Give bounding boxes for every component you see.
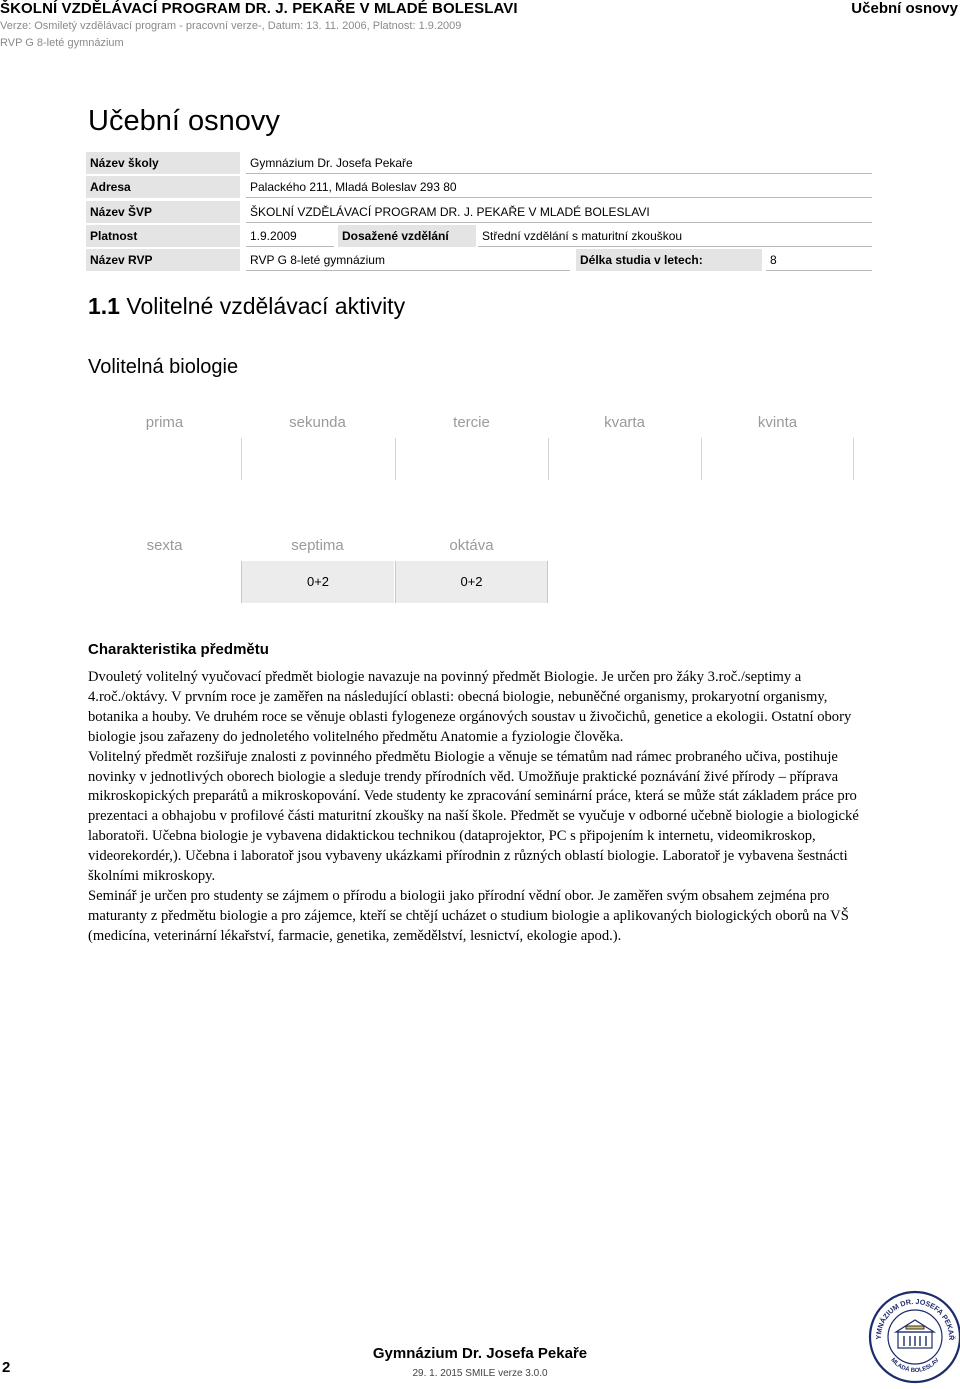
section-title: Volitelné vzdělávací aktivity — [126, 293, 406, 319]
svg-text:MLADÁ BOLESLAV: MLADÁ BOLESLAV — [889, 1357, 941, 1375]
grade-header-tercie: tercie — [453, 414, 490, 431]
paragraph: Seminář je určen pro studenty se zájmem o přírodu a biologii jako přírodní vědní obor. Je zaměřen svým obsahem zejména pro maturanty z předmětu biologie a pro zájemce, kteří se chtějí ucházet o studium biologie a aplikovaných biologických oborů na VŠ (medicína, veterinární lékařství, farmacie, genetika, zemědělství, lesnictví, ekologie apod.). — [88, 887, 849, 944]
info-value: 1.9.2009 — [246, 225, 334, 247]
header-version-line: Verze: Osmiletý vzdělávací program - pracovní verze-, Datum: 13. 11. 2006, Platnost: 1.9.2009 — [0, 20, 462, 32]
info-label: Název ŠVP — [86, 201, 240, 223]
school-stamp-logo — [868, 1290, 960, 1384]
grade-cell — [241, 438, 394, 480]
grade-cell — [88, 561, 241, 603]
grade-cell — [88, 438, 241, 480]
grade-header-prima: prima — [145, 414, 184, 431]
info-value: RVP G 8-leté gymnázium — [246, 249, 570, 271]
grade-header-sexta: sexta — [146, 537, 183, 554]
svg-text:GYMNÁZIUM DR. JOSEFA PEKAŘE: YMNÁZIUM DR. JOSEFA PEKAŘ — [873, 1296, 957, 1341]
info-label: Název RVP — [86, 249, 240, 271]
page-number: 2 — [2, 1359, 11, 1376]
info-label: Adresa — [86, 176, 240, 198]
info-label: Název školy — [86, 152, 240, 174]
grade-cell-septima: 0+2 — [241, 561, 394, 603]
grade-header-oktava: oktáva — [449, 537, 494, 554]
grade-cell-oktava: 0+2 — [395, 561, 548, 603]
section-number: 1.1 — [88, 293, 120, 319]
characteristics-heading: Charakteristika předmětu — [88, 641, 269, 658]
info-value: ŠKOLNÍ VZDĚLÁVACÍ PROGRAM DR. J. PEKAŘE V MLADÉ BOLESLAVI — [246, 201, 872, 223]
characteristics-text — [88, 668, 878, 947]
grade-header-kvarta: kvarta — [604, 414, 645, 431]
info-row-school — [86, 152, 872, 174]
info-value: Střední vzdělání s maturitní zkouškou — [478, 225, 872, 247]
info-label: Dosažené vzdělání — [338, 225, 476, 247]
subject-heading: Volitelná biologie — [88, 356, 239, 378]
footer-school-name: Gymnázium Dr. Josefa Pekaře — [372, 1345, 588, 1362]
stamp-seal-icon — [868, 1290, 960, 1384]
grade-header-sekunda: sekunda — [289, 414, 346, 431]
info-row-rvp — [86, 249, 872, 271]
grade-cell — [701, 438, 854, 480]
info-label: Délka studia v letech: — [576, 249, 762, 271]
info-row-validity — [86, 225, 872, 247]
info-row-svp — [86, 201, 872, 223]
grade-header-kvinta: kvinta — [757, 414, 798, 431]
info-value: Palackého 211, Mladá Boleslav 293 80 — [246, 176, 872, 198]
header-rvp-line: RVP G 8-leté gymnázium — [0, 37, 124, 49]
grade-cell — [395, 438, 548, 480]
grade-header-septima: septima — [291, 537, 344, 554]
page-title: Učební osnovy — [88, 105, 280, 137]
grade-cell — [548, 438, 701, 480]
info-row-address — [86, 176, 872, 198]
header-title: ŠKOLNÍ VZDĚLÁVACÍ PROGRAM DR. J. PEKAŘE V MLADÉ BOLESLAVI — [0, 0, 518, 17]
footer-date-line: 29. 1. 2015 SMILE verze 3.0.0 — [412, 1368, 548, 1379]
paragraph: Dvouletý volitelný vyučovací předmět biologie navazuje na povinný předmět Biologie. Je určen pro žáky 3.roč./septimy a 4.roč./oktávy. V prvním roce je zaměřen na následující oblasti: obecná biologie, nebuněčné organismy, prokaryotní organismy, botanika a houby. Ve druhém roce se věnuje oblasti fylogeneze orgánových soustav u živočichů, genetice a ekologii. Ostatní obory biologie jsou zařazeny do jednoletého volitelného předmětu Anatomie a fyziologie člověka. — [88, 669, 852, 745]
info-value: 8 — [766, 249, 872, 271]
info-value: Gymnázium Dr. Josefa Pekaře — [246, 152, 872, 174]
section-heading — [88, 293, 405, 320]
header-right-label: Učební osnovy — [851, 0, 958, 17]
paragraph: Volitelný předmět rozšiřuje znalosti z povinného předmětu Biologie a věnuje se tématům nad rámec probraného učiva, postihuje novinky v jednotlivých oborech biologie a sleduje trendy přírodních věd. Umožňuje praktické poznávání živé přírody – příprava mikroskopických preparátů a mikroskopování. Vede studenty ke zpracování seminární práce, která se může stát základem práce pro prezentaci a obhajobu v profilové části maturitní zkoušky na naší škole. Předmět se vyučuje v odborné učebně biologie a biologické laboratoři. Učebna biologie je vybavena didaktickou technikou (dataprojektor, PC s připojením k internetu, videomikroskop, videorekordér,). Učebna i laboratoř jsou vybaveny ukázkami přírodnin z různých oblastí biologie. Laboratoř je vybavena šestnácti školními mikroskopy. — [88, 748, 859, 885]
info-label: Platnost — [86, 225, 240, 247]
